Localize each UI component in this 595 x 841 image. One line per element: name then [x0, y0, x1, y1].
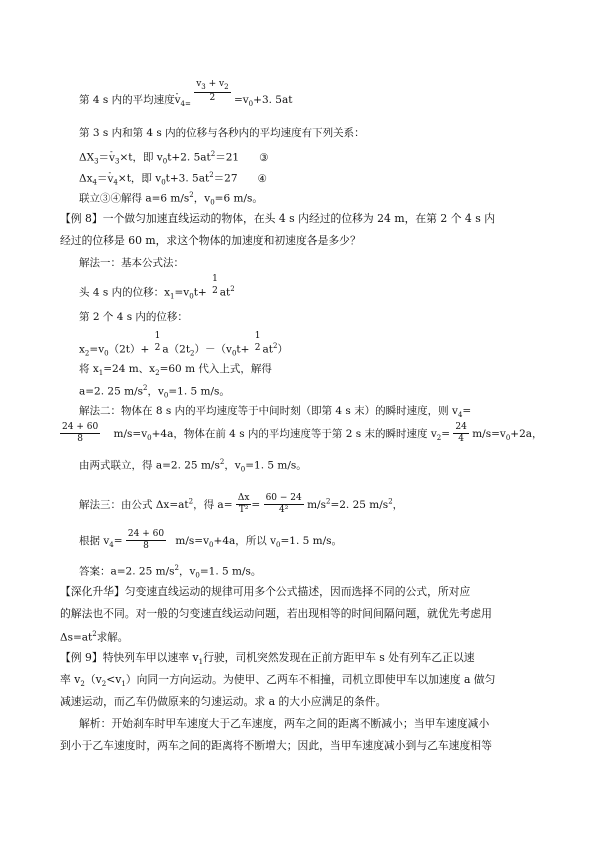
text: 0	[162, 157, 168, 166]
method-1-heading: 解法一：基本公式法：	[79, 257, 184, 269]
text: +4a，物体在前 4 s 内的平均速度等于第 2 s 末的瞬时速度 v	[151, 427, 437, 440]
text: 0	[209, 541, 214, 550]
text: 4	[109, 541, 114, 550]
text: =v	[174, 286, 190, 299]
equation-4	[79, 172, 267, 187]
text: 1	[170, 292, 175, 301]
text: Δx	[79, 172, 93, 185]
text: 2	[325, 497, 331, 506]
text: t+	[193, 286, 207, 299]
example-9-line2	[60, 675, 495, 688]
text: 3	[201, 83, 206, 91]
text: ＝21	[215, 151, 240, 164]
equation-number: ③	[259, 151, 269, 164]
text: ）－（v	[194, 343, 232, 356]
text: 2	[212, 285, 218, 296]
v-bar: - v	[109, 153, 115, 164]
fraction-36-16	[264, 494, 304, 516]
avg-velocity-4s-line	[79, 79, 293, 109]
displacement-second-4s-eq	[79, 331, 288, 358]
text: 2	[190, 349, 195, 358]
text: a（2t	[162, 343, 191, 356]
text: =	[251, 498, 261, 511]
text: at	[219, 286, 231, 299]
text: 2	[209, 171, 214, 179]
fraction-v3-v2	[194, 80, 230, 104]
text: 3	[94, 157, 99, 166]
text: 1	[98, 369, 104, 378]
text: ，v	[147, 385, 164, 398]
text: 2	[436, 434, 442, 443]
method-2-line2	[60, 423, 543, 445]
text: x	[79, 343, 85, 356]
text: 1	[212, 274, 218, 285]
text: 3	[114, 157, 120, 166]
v-bar: - v	[175, 95, 181, 106]
text: =24 m、x	[103, 363, 156, 375]
text: 解法二：物体在 8 s 内的平均速度等于中间时刻（即第 4 s 末）的瞬时速度，则 v	[79, 405, 458, 417]
text: 2	[219, 458, 225, 466]
analysis-line1: 解析：开始刹车时甲车速度大于乙车速度，两车之间的距离不断减小；当甲车速度减小	[79, 717, 490, 730]
text: 2	[188, 497, 194, 506]
result-line-1	[79, 385, 230, 400]
example-9-line3: 减速运动，而乙车仍做原来的匀速运动。求 a 的大小应满足的条件。	[60, 695, 387, 708]
text: Δs=at	[60, 631, 93, 644]
text: 8	[143, 541, 149, 552]
text: ＝	[98, 151, 110, 164]
displacement-first-4s	[79, 274, 235, 301]
text: 2	[189, 191, 194, 199]
text: 2	[92, 630, 97, 638]
fraction-84-8	[60, 423, 100, 445]
analysis-line2: 到小于乙车速度时，两车之间的距离将不断增大；因此，当甲车速度减小到与乙车速度相等	[60, 739, 492, 752]
text: 2	[230, 285, 235, 293]
text: 2	[254, 342, 261, 353]
text: =	[441, 427, 451, 440]
text: t+	[236, 343, 250, 356]
text: ，	[392, 498, 404, 511]
text: 2	[101, 680, 107, 689]
text: 2	[84, 349, 90, 358]
fraction-24-4	[453, 423, 468, 445]
text: 2	[224, 83, 229, 91]
example-8-line2: 经过的位移是 60 m，求这个物体的加速度和初速度各是多少？	[60, 234, 361, 247]
text: =1. 5 m/s。	[199, 565, 262, 578]
text: ，v	[193, 192, 211, 205]
text: 4	[113, 178, 118, 187]
text: 2	[154, 342, 161, 353]
method-3-line	[79, 494, 403, 516]
text: 4	[458, 434, 464, 445]
text: 4	[457, 411, 463, 420]
text: 8	[77, 434, 83, 445]
text: +3. 5at	[253, 94, 293, 106]
text: =1. 5 m/s。	[280, 534, 343, 547]
text: m/s=v	[175, 534, 210, 547]
text: 0	[210, 198, 215, 207]
text: 求解。	[96, 631, 129, 644]
answer-line	[79, 565, 261, 580]
text: 24	[453, 423, 468, 434]
text: 4	[92, 178, 97, 187]
text: 0	[276, 541, 281, 550]
text: 0	[240, 465, 246, 474]
text: 0	[189, 292, 194, 301]
text: =v	[89, 343, 105, 356]
text: =6 m/s。	[214, 192, 263, 205]
substitution-line	[79, 364, 272, 377]
fraction-half	[253, 332, 263, 353]
text: t+2. 5at	[167, 151, 211, 164]
text: 2	[80, 680, 85, 689]
equation-3	[79, 151, 269, 166]
text: 2	[273, 342, 278, 350]
text: at	[262, 343, 274, 356]
summary-line1: 【深化升华】匀变速直线运动的规律可用多个公式描述，因而选择不同的公式，所对应	[60, 585, 471, 598]
text: 率 v	[60, 673, 81, 686]
fraction-dx-t2	[236, 494, 252, 516]
text: 4=	[180, 100, 191, 109]
text: ＝27	[213, 172, 238, 185]
text: +2a，	[510, 427, 543, 440]
text: 1	[154, 331, 161, 342]
text: 头 4 s 内的位移：x	[79, 286, 171, 299]
text: 0	[104, 349, 109, 358]
relation-intro: 第 3 s 内和第 4 s 内的位移与各秒内的平均速度有下列关系：	[79, 127, 365, 139]
fraction-half	[153, 332, 163, 353]
text: 4²	[278, 505, 289, 516]
text: 1	[254, 331, 261, 342]
text: =1. 5 m/s。	[245, 459, 307, 472]
summary-line2: 的解法也不同。对一般的匀变速直线运动问题，若出现相等的时间间隔问题，就优先考虑用	[60, 607, 492, 620]
example-8-line1: 【例 8】一个做匀加速直线运动的物体，在头 4 s 内经过的位移为 24 m，在第 2 个 4 s 内	[60, 212, 495, 225]
text: 2	[174, 564, 179, 572]
method-2-line1	[79, 406, 471, 419]
text: 60 − 24	[264, 494, 304, 505]
text: =1. 5 m/s。	[168, 385, 230, 398]
summary-line3	[60, 631, 128, 643]
displacement-second-4s-label: 第 2 个 4 s 内的位移：	[79, 311, 188, 323]
text: （2t）+	[108, 343, 150, 356]
text: =v	[233, 94, 249, 106]
text: 0	[231, 349, 237, 358]
text: ，得 a=	[193, 498, 233, 511]
text: 0	[248, 100, 254, 109]
equation-number: ④	[257, 172, 267, 185]
text: <v	[106, 673, 122, 686]
v4-line	[79, 530, 342, 552]
text: 2	[209, 93, 216, 104]
text: 根据 v	[79, 534, 110, 547]
text: 1	[198, 658, 204, 667]
text: 由两式联立，得 a=2. 25 m/s	[79, 459, 220, 472]
text: v	[196, 79, 202, 90]
text: =	[462, 405, 472, 417]
text: 24 + 60	[126, 530, 166, 541]
text: ×t，即 v	[119, 151, 163, 164]
v-bar: - v	[107, 174, 113, 185]
solution-line	[79, 192, 263, 207]
text: 2	[143, 384, 148, 392]
text: （v	[84, 673, 102, 686]
text: 0	[163, 391, 169, 400]
text: 答案：a=2. 25 m/s	[79, 565, 175, 578]
text: 将 x	[79, 363, 99, 375]
text: + v	[205, 79, 225, 90]
text: ，v	[178, 565, 196, 578]
text: =2. 25 m/s	[330, 498, 389, 511]
example-9-line1	[60, 653, 475, 666]
text: 2	[155, 369, 160, 378]
text: m/s=v	[472, 427, 506, 440]
text: 解法三：由公式 Δx=at	[79, 498, 189, 511]
text: =	[113, 534, 123, 547]
text: m/s	[307, 498, 326, 511]
text: 0	[195, 571, 200, 580]
method-2-result	[79, 459, 307, 474]
text: ΔX	[79, 151, 95, 164]
text: 24 + 60	[60, 423, 100, 434]
fraction-84-8	[126, 530, 166, 552]
fraction-half	[210, 275, 220, 296]
text: t+3. 5at	[165, 172, 210, 185]
text: Δx	[236, 494, 252, 505]
text: 联立③④解得 a=6 m/s	[79, 192, 190, 205]
text: m/s=v	[113, 427, 148, 440]
text: ）	[277, 343, 288, 356]
text: 2	[388, 497, 393, 506]
text: =60 m 代入上式，解得	[159, 363, 272, 375]
text: +4a，所以 v	[213, 534, 277, 547]
text: ×t，即 v	[117, 172, 162, 185]
text: ）向同一方向运动。为使甲、乙两车不相撞，司机立即使甲车以加速度 a 做匀	[125, 673, 496, 686]
text: ，v	[224, 459, 241, 472]
text: 行驶，司机突然发现在正前方距甲车 s 处有列车乙正以速	[203, 651, 475, 664]
text: 0	[505, 434, 511, 443]
text: 0	[147, 434, 152, 443]
text: ＝	[96, 172, 108, 185]
text: 【例 9】特快列车甲以速率 v	[60, 651, 199, 664]
text: 第 4 s 内的平均速度	[79, 94, 175, 106]
text: 1	[121, 680, 126, 689]
text: a=2. 25 m/s	[79, 385, 143, 398]
text: 2	[210, 150, 216, 158]
text: T²	[238, 505, 249, 516]
text: 0	[161, 178, 166, 187]
